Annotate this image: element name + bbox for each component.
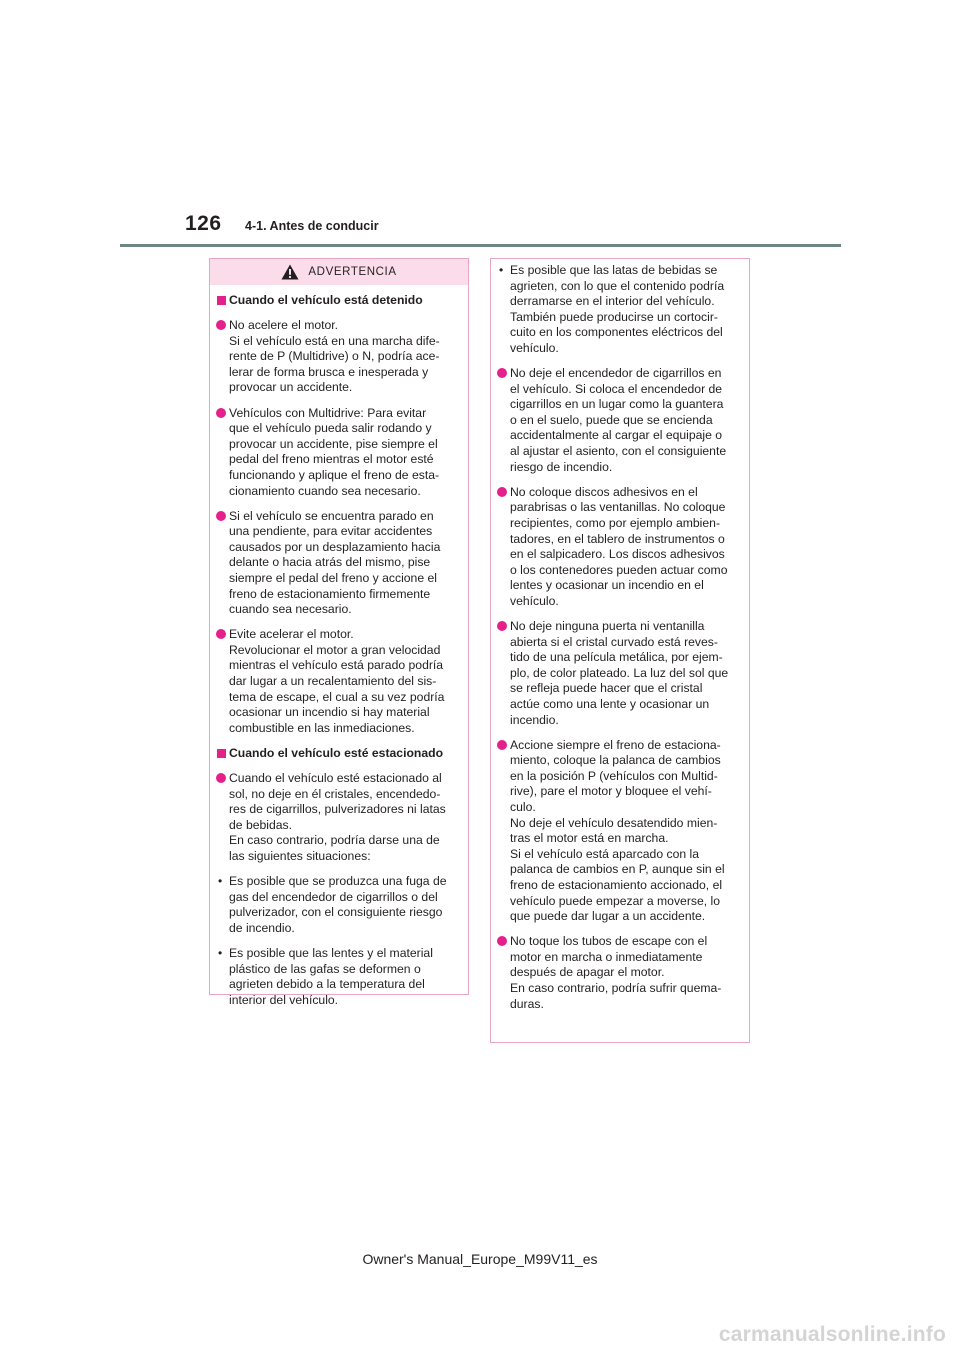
section-heading [210, 293, 468, 309]
warning-box-right [490, 258, 750, 1043]
warning-box-left [209, 258, 469, 1007]
circle-bullet-icon [216, 629, 226, 639]
circle-bullet-icon [497, 487, 507, 497]
item-text: Es posible que las lentes y el material plástico de las gafas se deformen o agrieten debido a la temperatura del interior del vehículo. [229, 945, 433, 1007]
dot-bullet-icon: • [218, 945, 223, 960]
warning-title: ADVERTENCIA [308, 266, 397, 278]
list-item [210, 771, 468, 865]
circle-bullet-icon [216, 408, 226, 418]
item-text: No coloque discos adhesivos en el parabrisas o las ventanillas. No coloque recipientes, como por ejemplo ambien- tadores, en el tablero de instrumentos o en el salpicadero. Los discos adhesivos o los contenedores pueden actuar como lentes y ocasionar un incendio en el vehículo. [510, 484, 728, 608]
page-number: 126 [185, 212, 222, 235]
item-text: Vehículos con Multidrive: Para evitar que el vehículo pueda salir rodando y provocar un accidente, pise siempre el pedal del freno mientras el motor esté funcionando y aplique el freno de esta- cionamiento cuando sea necesario. [229, 405, 440, 498]
item-text: Cuando el vehículo está detenido [229, 293, 423, 307]
circle-bullet-icon [216, 773, 226, 783]
list-item [491, 263, 749, 357]
warning-header [210, 259, 468, 285]
list-item [210, 509, 468, 618]
item-text: Accione siempre el freno de estaciona- miento, coloque la palanca de cambios en la posición P (vehículos con Multid- rive), pare el motor y bloquee el vehí- culo. No deje el vehículo desatendido mien- tras el motor está en marcha. Si el vehículo está aparcado con la palanca de cambios en P, aunque sin el freno de estacionamiento accionado, el vehículo puede empezar a moverse, lo que puede dar lugar a un accidente. [510, 737, 725, 924]
item-text: Es posible que se produzca una fuga de gas del encendedor de cigarrillos o del pulverizador, con el consiguiente riesgo de incendio. [229, 874, 447, 935]
item-text: No deje ninguna puerta ni ventanilla abierta si el cristal curvado está reves- tido de una película metálica, por ejem- plo, de color plateado. La luz del sol que se refleja puede hacer que el cristal actúe como una lente y ocasionar un incendio. [510, 618, 729, 727]
item-text: No deje el encendedor de cigarrillos en el vehículo. Si coloca el encendedor de cigarrillos en un lugar como la guantera o en el suelo, puede que se encienda accidentalmente al cargar el equipaje o al ajustar el asiento, con el consiguiente riesgo de incendio. [510, 366, 727, 474]
footer-text: Owner's Manual_Europe_M99V11_es [362, 1251, 598, 1267]
item-text: Si el vehículo se encuentra parado en una pendiente, para evitar accidentes causados por un desplazamiento hacia delante o hacia atrás del mismo, pise siempre el pedal del freno y accione el freno de estacionamiento firmemente cuando sea necesario. [229, 508, 441, 617]
list-item [491, 485, 749, 610]
dot-bullet-icon: • [499, 263, 504, 277]
item-text: Cuando el vehículo esté estacionado al sol, no deje en él cristales, encendedo- res de cigarrillos, pulverizadores ni latas de bebidas. En caso contrario, podría darse una de las siguientes situaciones: [229, 771, 446, 863]
left-column-content [210, 285, 468, 1008]
circle-bullet-icon [497, 368, 507, 378]
item-text: No toque los tubos de escape con el motor en marcha o inmediatamente después de apagar el motor. En caso contrario, podría sufrir quema- duras. [510, 934, 722, 1011]
right-column-content [491, 259, 749, 1012]
list-item [491, 366, 749, 475]
item-text: Cuando el vehículo esté estacionado [229, 745, 444, 760]
header-rule [120, 244, 841, 247]
list-item [491, 619, 749, 728]
section-heading [210, 746, 468, 762]
square-bullet-icon [217, 296, 226, 305]
circle-bullet-icon [497, 936, 507, 946]
item-text: No acelere el motor. Si el vehículo está en una marcha dife- rente de P (Multidrive) o N, podría ace- lerar de forma brusca e inesperada y provocar un accidente. [229, 318, 440, 395]
section-title: 4-1. Antes de conducir [245, 219, 379, 233]
circle-bullet-icon [497, 740, 507, 750]
list-item [491, 934, 749, 1012]
circle-bullet-icon [216, 320, 226, 330]
square-bullet-icon [217, 749, 226, 758]
warning-triangle-icon [281, 264, 299, 280]
dot-bullet-icon: • [218, 874, 223, 889]
watermark: carmanualsonline.info [718, 1323, 946, 1346]
list-item [491, 738, 749, 925]
item-text: Evite acelerar el motor. Revolucionar el motor a gran velocidad mientras el vehículo está parado podría dar lugar a un recalentamiento del sis- tema de escape, el cual a su vez podría ocasionar un incendio si hay material combustible en las inmediaciones. [229, 627, 445, 735]
list-item [210, 406, 468, 500]
circle-bullet-icon [216, 511, 226, 521]
list-item [210, 627, 468, 736]
list-item [210, 874, 468, 936]
list-item [210, 318, 468, 396]
circle-bullet-icon [497, 621, 507, 631]
item-text: Es posible que las latas de bebidas se agrieten, con lo que el contenido podría derramarse en el interior del vehículo. También puede producirse un cortocir- cuito en los componentes eléctricos del vehículo. [510, 263, 725, 355]
list-item [210, 946, 468, 1008]
